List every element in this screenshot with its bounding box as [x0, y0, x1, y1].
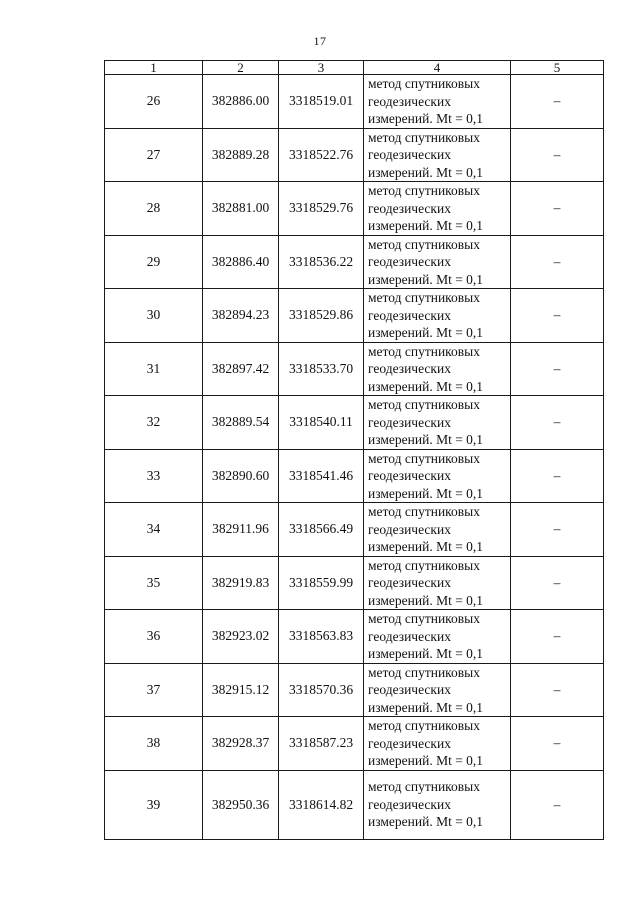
header-cell-1: 1: [105, 61, 203, 75]
note-cell: –: [511, 556, 604, 610]
point-number-cell: 36: [105, 610, 203, 664]
y-coordinate-cell: 3318540.11: [279, 396, 364, 450]
method-line: измерений. Mt = 0,1: [368, 164, 484, 180]
table-row: [105, 235, 604, 289]
point-number-cell: 39: [105, 770, 203, 839]
method-line: геодезических: [368, 682, 451, 697]
coordinates-table-body: [105, 61, 604, 840]
method-line: геодезических: [368, 200, 451, 216]
y-coordinate-cell: 3318566.49: [279, 503, 364, 557]
method-cell: [364, 610, 511, 664]
note-cell: –: [511, 75, 604, 129]
point-number-cell: 27: [105, 128, 203, 182]
method-line: измерений. Mt = 0,1: [368, 432, 484, 447]
method-line: метод спутниковых: [368, 76, 480, 91]
note-cell: –: [511, 182, 604, 236]
note-cell: –: [511, 449, 604, 503]
method-line: метод спутниковых: [368, 557, 480, 573]
method-line: геодезических: [368, 468, 451, 483]
header-cell-5: 5: [511, 61, 604, 75]
method-cell: [364, 503, 511, 557]
x-coordinate-cell: 382950.36: [203, 770, 279, 839]
method-line: метод спутниковых: [368, 718, 480, 733]
method-line: измерений. Mt = 0,1: [368, 271, 484, 287]
note-cell: –: [511, 610, 604, 664]
x-coordinate-cell: 382897.42: [203, 342, 279, 396]
table-row: [105, 396, 604, 450]
y-coordinate-cell: 3318533.70: [279, 342, 364, 396]
method-line: метод спутниковых: [368, 504, 480, 519]
point-number-cell: 35: [105, 556, 203, 610]
method-cell: [364, 235, 511, 289]
table-row: [105, 717, 604, 771]
method-cell: [364, 289, 511, 343]
x-coordinate-cell: 382881.00: [203, 182, 279, 236]
method-line: метод спутниковых: [368, 129, 480, 145]
x-coordinate-cell: 382928.37: [203, 717, 279, 771]
point-number-cell: 34: [105, 503, 203, 557]
table-row: [105, 289, 604, 343]
y-coordinate-cell: 3318587.23: [279, 717, 364, 771]
header-cell-3: 3: [279, 61, 364, 75]
method-cell: [364, 556, 511, 610]
method-cell: [364, 663, 511, 717]
method-line: геодезических: [368, 414, 451, 430]
method-cell: [364, 182, 511, 236]
point-number-cell: 31: [105, 342, 203, 396]
x-coordinate-cell: 382886.40: [203, 235, 279, 289]
method-line: метод спутниковых: [368, 397, 480, 412]
page-number: 17: [313, 34, 327, 48]
point-number-cell: 32: [105, 396, 203, 450]
note-cell: –: [511, 235, 604, 289]
point-number-cell: 33: [105, 449, 203, 503]
method-line: метод спутниковых: [368, 183, 480, 198]
table-row: [105, 75, 604, 129]
point-number-cell: 30: [105, 289, 203, 343]
table-header-row: [105, 61, 604, 75]
method-line: измерений. Mt = 0,1: [368, 378, 484, 394]
method-line: измерений. Mt = 0,1: [368, 753, 484, 768]
method-line: геодезических: [368, 254, 451, 269]
method-line: измерений. Mt = 0,1: [368, 111, 484, 126]
method-line: геодезических: [368, 628, 451, 644]
header-cell-4: 4: [364, 61, 511, 75]
table-row: [105, 770, 604, 839]
y-coordinate-cell: 3318522.76: [279, 128, 364, 182]
x-coordinate-cell: 382915.12: [203, 663, 279, 717]
coordinates-table: [104, 60, 604, 840]
method-cell: [364, 128, 511, 182]
table-row: [105, 449, 604, 503]
method-cell: [364, 75, 511, 129]
y-coordinate-cell: 3318563.83: [279, 610, 364, 664]
x-coordinate-cell: 382923.02: [203, 610, 279, 664]
note-cell: –: [511, 663, 604, 717]
y-coordinate-cell: 3318541.46: [279, 449, 364, 503]
table-row: [105, 128, 604, 182]
x-coordinate-cell: 382886.00: [203, 75, 279, 129]
x-coordinate-cell: 382911.96: [203, 503, 279, 557]
method-line: метод спутниковых: [368, 664, 480, 680]
note-cell: –: [511, 289, 604, 343]
y-coordinate-cell: 3318614.82: [279, 770, 364, 839]
y-coordinate-cell: 3318536.22: [279, 235, 364, 289]
method-line: измерений. Mt = 0,1: [368, 539, 484, 554]
y-coordinate-cell: 3318519.01: [279, 75, 364, 129]
table-row: [105, 342, 604, 396]
x-coordinate-cell: 382919.83: [203, 556, 279, 610]
note-cell: –: [511, 717, 604, 771]
note-cell: –: [511, 503, 604, 557]
table-row: [105, 556, 604, 610]
method-line: измерений. Mt = 0,1: [368, 325, 484, 340]
method-line: геодезических: [368, 307, 451, 323]
note-cell: –: [511, 770, 604, 839]
method-cell: [364, 449, 511, 503]
method-line: измерений. Mt = 0,1: [368, 814, 484, 830]
table-row: [105, 182, 604, 236]
method-cell: [364, 342, 511, 396]
method-line: метод спутниковых: [368, 611, 480, 626]
point-number-cell: 28: [105, 182, 203, 236]
method-line: измерений. Mt = 0,1: [368, 218, 484, 233]
x-coordinate-cell: 382889.28: [203, 128, 279, 182]
method-line: метод спутниковых: [368, 779, 480, 795]
table-row: [105, 663, 604, 717]
table-row: [105, 610, 604, 664]
x-coordinate-cell: 382889.54: [203, 396, 279, 450]
point-number-cell: 38: [105, 717, 203, 771]
y-coordinate-cell: 3318529.86: [279, 289, 364, 343]
y-coordinate-cell: 3318570.36: [279, 663, 364, 717]
method-line: геодезических: [368, 147, 451, 162]
table-row: [105, 503, 604, 557]
method-cell: [364, 396, 511, 450]
x-coordinate-cell: 382890.60: [203, 449, 279, 503]
note-cell: –: [511, 396, 604, 450]
note-cell: –: [511, 342, 604, 396]
method-line: геодезических: [368, 735, 451, 751]
x-coordinate-cell: 382894.23: [203, 289, 279, 343]
method-line: геодезических: [368, 93, 451, 109]
method-line: метод спутниковых: [368, 450, 480, 466]
method-line: геодезических: [368, 361, 451, 376]
note-cell: –: [511, 128, 604, 182]
header-cell-2: 2: [203, 61, 279, 75]
method-line: измерений. Mt = 0,1: [368, 699, 484, 715]
method-line: измерений. Mt = 0,1: [368, 485, 484, 501]
method-cell: [364, 770, 511, 839]
method-line: метод спутниковых: [368, 343, 480, 359]
point-number-cell: 29: [105, 235, 203, 289]
method-line: геодезических: [368, 521, 451, 537]
y-coordinate-cell: 3318529.76: [279, 182, 364, 236]
method-cell: [364, 717, 511, 771]
method-line: метод спутниковых: [368, 290, 480, 305]
method-line: геодезических: [368, 796, 451, 812]
method-line: геодезических: [368, 575, 451, 590]
point-number-cell: 37: [105, 663, 203, 717]
method-line: метод спутниковых: [368, 236, 480, 252]
point-number-cell: 26: [105, 75, 203, 129]
y-coordinate-cell: 3318559.99: [279, 556, 364, 610]
method-line: измерений. Mt = 0,1: [368, 646, 484, 661]
method-line: измерений. Mt = 0,1: [368, 592, 484, 608]
